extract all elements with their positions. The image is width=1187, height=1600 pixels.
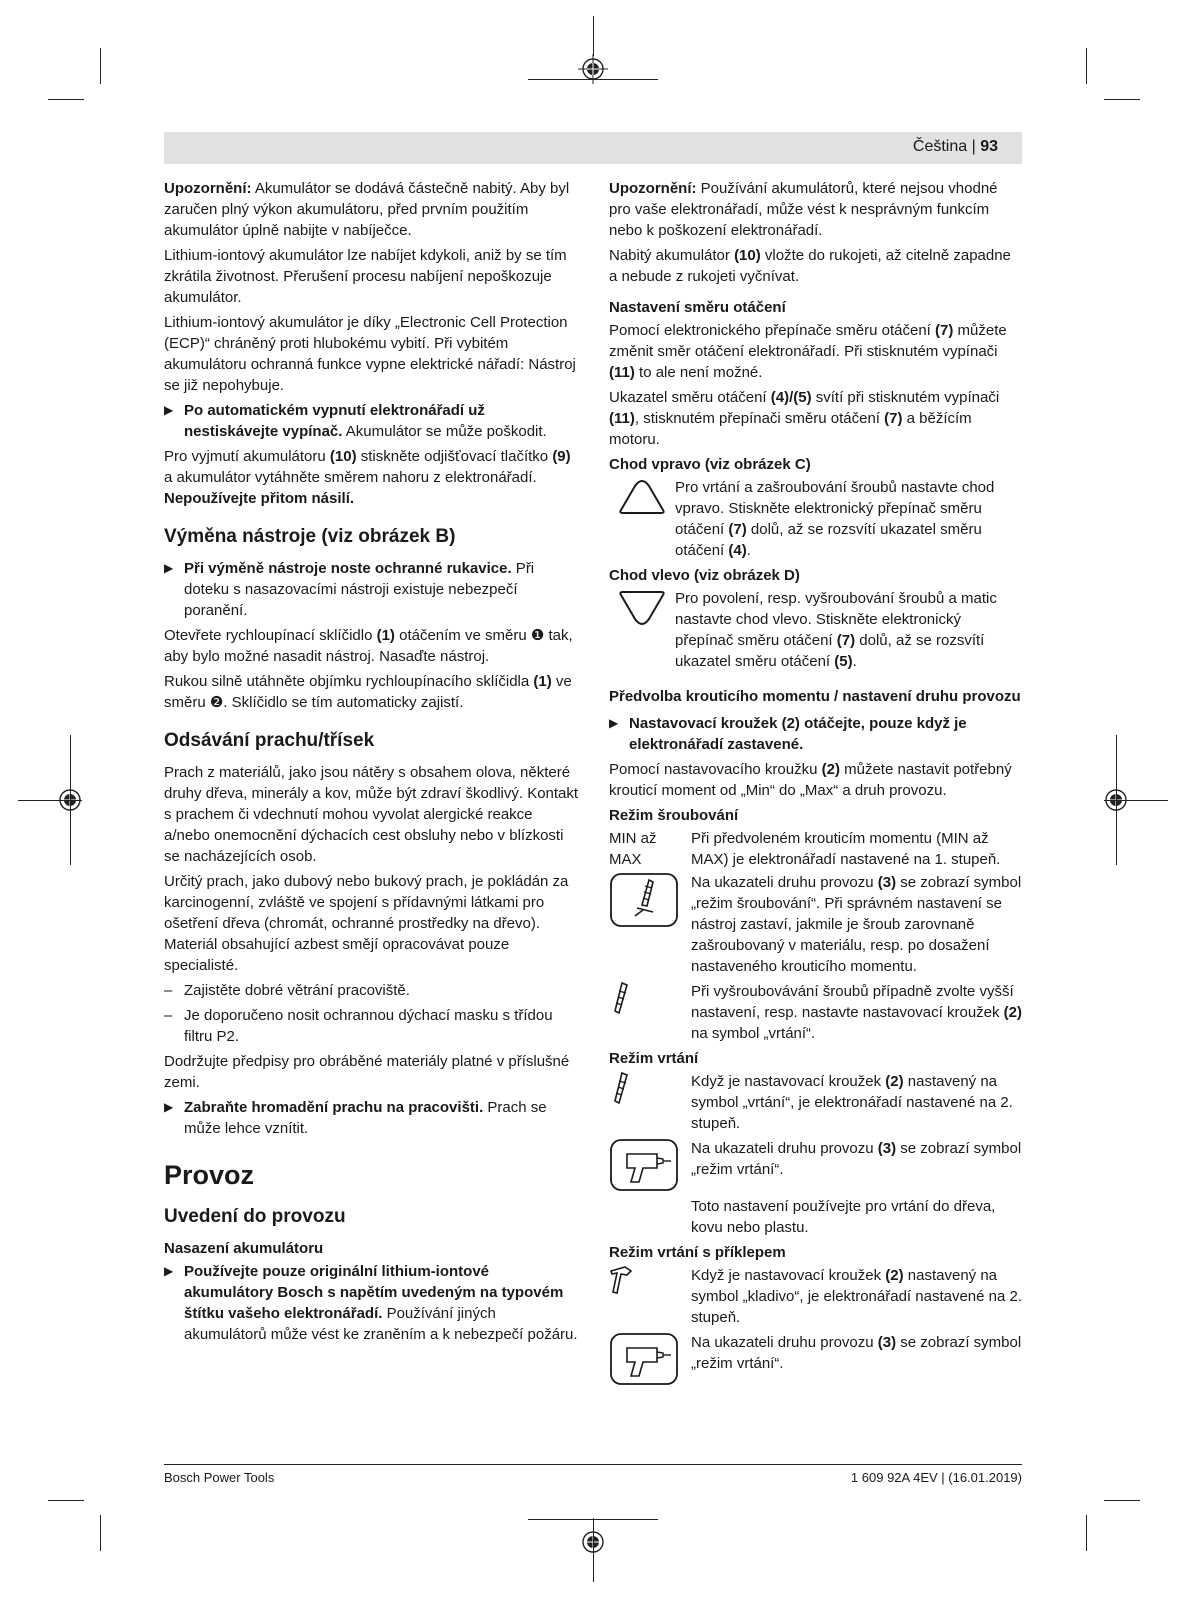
crop-mark [1104,1500,1140,1501]
footer-brand: Bosch Power Tools [164,1470,275,1485]
drill-bit-icon [609,981,633,1015]
hammer-mode-row: Když je nastavovací kroužek (2) nastavený na symbol „kladivo“, je elektronářadí nastavené na 2. stupeň. [609,1265,1022,1328]
heading-rotation-direction: Nastavení směru otáčení [609,299,786,316]
paragraph-carcinogenic: Určitý prach, jako dubový nebo bukový prach, je pokládán za karcinogenní, zvláště ve spojení s přídavnými látkami pro ošetření dřeva (chromát, ochranné prostředky na dřevo). Materiál obsahující azbest smějí opracovávat pouze specialisté. [164,873,569,974]
bullet-original-batteries: ▶ Používejte pouze originální lithium-iontové akumulátory Bosch s napětím uvedeným na typovém štítku vašeho elektronářadí. Používání jiných akumulátorů může vést ke zraněním a k nebezpečí požáru. [164,1261,580,1345]
drill-indicator-row: Na ukazateli druhu provozu (3) se zobrazí symbol „režim vrtání“. [609,1138,1022,1192]
bullet-dust-accumulation: ▶ Zabraňte hromadění prachu na pracovišti. Prach se může lehce vznítit. [164,1097,580,1139]
page-header [164,132,1022,164]
crop-mark [593,16,594,56]
paragraph-insert-battery: Nabitý akumulátor (10) vložte do rukojeti, až citelně zapadne a nebude z rukojeti vyčnívat. [609,247,1011,285]
heading-forward: Chod vpravo (viz obrázek C) [609,456,811,473]
dash-mask: – Je doporučeno nosit ochrannou dýchací masku s třídou filtru P2. [164,1005,580,1047]
heading-drill-mode: Režim vrtání [609,1050,699,1067]
heading-reverse: Chod vlevo (viz obrázek D) [609,567,800,584]
paragraph-rotation-indicator: Ukazatel směru otáčení (4)/(5) svítí při stisknutém vypínači (11), stisknutém přepínači směru otáčení (7) a běžícím motoru. [609,389,1000,448]
heading-hammer-mode: Režim vrtání s příklepem [609,1244,786,1261]
crop-mark [1086,48,1087,84]
footer-divider [164,1464,1022,1465]
paragraph-open-chuck: Otevřete rychloupínací sklíčidlo (1) otáčením ve směru ❶ tak, aby bylo možné nasadit nástroj. Nasaďte nástroj. [164,627,573,665]
paragraph-rotation-switch: Pomocí elektronického přepínače směru otáčení (7) můžete změnit směr otáčení elektronářadí. Při stisknutém vypínači (11) to ale není možné. [609,322,1007,381]
heading-insert-battery: Nasazení akumulátoru [164,1240,324,1257]
paragraph-regulations: Dodržujte předpisy pro obráběné materiály platné v příslušné zemi. [164,1053,570,1091]
minmax-text: Při předvoleném krouticím momentu (MIN až MAX) je elektronářadí nastavené na 1. stupeň. [691,830,1001,868]
header-language: Čeština [912,138,968,155]
dash-ventilation: – Zajistěte dobré větrání pracoviště. [164,980,580,1001]
heading-screw-mode: Režim šroubování [609,807,739,824]
crop-mark [528,79,658,80]
page-number: 93 [980,138,998,155]
rotation-right-icon [617,477,667,517]
heading-provoz: Provoz [164,1160,255,1190]
screwdriver-mode-icon [609,872,679,928]
crop-mark [18,800,82,801]
hammer-icon [609,1265,635,1295]
note-charge: Upozornění: Akumulátor se dodává částečně nabitý. Aby byl zaručen plný výkon akumulátoru, před prvním použitím akumulátor úplně nabijte v nabíječce. [164,180,570,239]
heading-torque-preselection: Předvolba krouticího momentu / nastavení druhu provozu [609,688,1021,705]
heading-uvedeni: Uvedení do provozu [164,1206,346,1227]
minmax-row [609,828,1022,870]
crop-mark [1086,1515,1087,1551]
drill-bit-icon [609,1071,633,1105]
paragraph-drill-usage: Toto nastavení používejte pro vrtání do dřeva, kovu nebo plastu. [691,1198,996,1236]
screw-out-row: Při vyšroubovávání šroubů případně zvolte vyšší nastavení, resp. nastavte nastavovací kroužek (2) na symbol „vrtání“. [609,981,1022,1044]
paragraph-ring-torque: Pomocí nastavovacího kroužku (2) můžete nastavit potřebný krouticí moment od „Min“ do „Max“ a druh provozu. [609,761,1012,799]
crop-mark [100,1515,101,1551]
crop-mark [48,99,84,100]
left-column [164,178,580,1349]
crop-mark [593,1518,594,1582]
rotation-left-icon [617,588,667,628]
paragraph-ecp: Lithium-iontový akumulátor je díky „Electronic Cell Protection (ECP)“ chráněný proti hlubokému vybití. Při vybitém akumulátoru ochranná funkce vypne elektrické nářadí: Nástroj se již nepohybuje. [164,314,576,394]
drill-icon [609,1332,679,1386]
screw-mode-row: Na ukazateli druhu provozu (3) se zobrazí symbol „režim šroubování“. Při správném nastavení se nástroj zastaví, jakmile je šroub zarovnaně zašroubovaný v materiálu, resp. po dosažení nastaveného krouticího momentu. [609,872,1022,977]
drill-mode-row: Když je nastavovací kroužek (2) nastavený na symbol „vrtání“, je elektronářadí nastavené na 2. stupeň. [609,1071,1022,1134]
bullet-ring-stopped: ▶ Nastavovací kroužek (2) otáčejte, pouze když je elektronářadí zastavené. [609,713,1022,755]
heading-dust: Odsávání prachu/třísek [164,730,375,751]
header-separator: | [971,138,976,155]
forward-row: Pro vrtání a zašroubování šroubů nastavte chod vpravo. Stiskněte elektronický přepínač směru otáčení (7) dolů, až se rozsvítí ukazatel směru otáčení (4). [609,477,1022,561]
drill-icon [609,1138,679,1192]
header-text [913,138,998,156]
paragraph-tighten-chuck: Rukou silně utáhněte objímku rychloupínacího sklíčidla (1) ve směru ❷. Sklíčidlo se tím automaticky zajistí. [164,673,572,711]
footer-docnumber: 1 609 92A 4EV | (16.01.2019) [850,1470,1022,1485]
paragraph-dust-hazard: Prach z materiálů, jako jsou nátěry s obsahem olova, některé druhy dřeva, minerály a kov, může být zdraví škodlivý. Kontakt s prachem či vdechnutí mohou vyvolat alergické reakce a/nebo onemocnění dýchacích cest obsluhy nebo v blízkosti se nacházejících osob. [164,764,579,865]
crop-mark [1104,99,1140,100]
bullet-switch-warning: ▶ Po automatickém vypnutí elektronářadí už nestiskávejte vypínač. Akumulátor se může poškodit. [164,400,580,442]
bullet-gloves: ▶ Při výměně nástroje noste ochranné rukavice. Při doteku s nasazovacími nástroji existuje nebezpečí poranění. [164,558,580,621]
paragraph-remove-battery: Pro vyjmutí akumulátoru (10) stiskněte odjišťovací tlačítko (9) a akumulátor vytáhněte směrem nahoru z elektronářadí. Nepoužívejte přitom násilí. [164,448,571,507]
reverse-row: Pro povolení, resp. vyšroubování šroubů a matic nastavte chod vlevo. Stiskněte elektronický přepínač směru otáčení (7) dolů, až se rozsvítí ukazatel směru otáčení (5). [609,588,1022,672]
crop-mark [1104,800,1168,801]
paragraph-charging: Lithium-iontový akumulátor lze nabíjet kdykoli, aniž by se tím zkrátila životnost. Přerušení procesu nabíjení nepoškozuje akumulátor. [164,247,567,306]
crop-mark [100,48,101,84]
right-column [609,178,1022,1390]
minmax-label: MIN až MAX [609,830,657,868]
hammer-indicator-row: Na ukazateli druhu provozu (3) se zobrazí symbol „režim vrtání“. [609,1332,1022,1386]
crop-mark [48,1500,84,1501]
heading-tool-change: Výměna nástroje (viz obrázek B) [164,526,456,547]
note-unsuitable-battery: Upozornění: Používání akumulátorů, které nejsou vhodné pro vaše elektronářadí, může vést k nesprávným funkcím nebo k poškození elektronářadí. [609,180,998,239]
crop-mark [528,1519,658,1520]
